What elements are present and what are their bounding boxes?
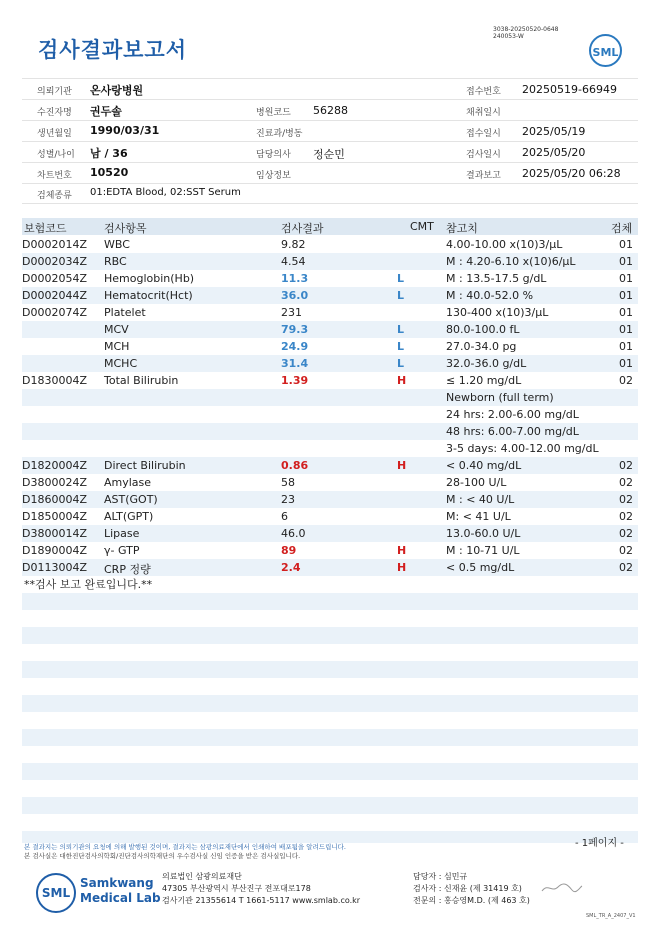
- table-row: [22, 355, 638, 372]
- cell-specimen: 02: [619, 493, 633, 506]
- cell-specimen: 01: [619, 272, 633, 285]
- cell-code: D0002044Z: [22, 289, 87, 302]
- table-row: [22, 423, 638, 440]
- document-id-line-1: 3038-20250520-0648: [493, 26, 559, 33]
- document-id: [493, 26, 558, 40]
- document-id-line-2: 240053-W: [493, 33, 524, 40]
- cell-flag: H: [397, 374, 407, 387]
- collect-date-label: 채취일시: [466, 108, 501, 118]
- cell-code: D0113004Z: [22, 561, 87, 574]
- divider: [22, 203, 638, 204]
- report-date-label: 결과보고: [466, 171, 501, 181]
- table-row: [22, 508, 638, 525]
- cell-flag: L: [397, 357, 405, 370]
- cell-reference: 80.0-100.0 fL: [446, 323, 520, 336]
- receipt-no-value: 20250519-66949: [522, 83, 617, 96]
- cell-specimen: 01: [619, 357, 633, 370]
- receipt-date-label: 접수일시: [466, 129, 501, 139]
- test-date-label: 검사일시: [466, 150, 501, 160]
- specimen-label: 검체종류: [37, 191, 72, 201]
- cell-test-name: CRP 정량: [104, 563, 151, 576]
- lab-contact-line: 검사기관 21355614 T 1661-5117 www.smlab.co.kr: [162, 896, 361, 905]
- table-row: [22, 304, 638, 321]
- divider: [22, 183, 638, 184]
- empty-row: [22, 627, 638, 644]
- sex-age-label: 성별/나이: [37, 150, 75, 160]
- cell-result: 11.3: [281, 272, 309, 285]
- cell-specimen: 01: [619, 323, 633, 336]
- cell-test-name: Platelet: [104, 306, 146, 319]
- cell-reference: 32.0-36.0 g/dL: [446, 357, 527, 370]
- cell-test-name: Lipase: [104, 527, 140, 540]
- lab-name-line-2: Medical Lab: [80, 891, 161, 905]
- cell-test-name: MCH: [104, 340, 130, 353]
- dept-label: 진료과/병동: [256, 129, 303, 139]
- cell-flag: L: [397, 340, 405, 353]
- cell-test-name: Hematocrit(Hct): [104, 289, 193, 302]
- doctor-label: 담당의사: [256, 150, 291, 160]
- cell-code: D0002074Z: [22, 306, 87, 319]
- table-row: [22, 525, 638, 542]
- cell-reference: 24 hrs: 2.00-6.00 mg/dL: [446, 408, 579, 421]
- cell-flag: H: [397, 459, 407, 472]
- col-header-cmt: CMT: [410, 220, 434, 233]
- cell-flag: L: [397, 323, 405, 336]
- cell-test-name: RBC: [104, 255, 127, 268]
- cell-test-name: Direct Bilirubin: [104, 459, 186, 472]
- table-row: [22, 559, 638, 576]
- cell-reference: 13.0-60.0 U/L: [446, 527, 521, 540]
- cell-reference: M : < 40 U/L: [446, 493, 515, 506]
- table-row: [22, 270, 638, 287]
- cell-result: 58: [281, 476, 295, 489]
- cell-result: 2.4: [281, 561, 301, 574]
- table-row: [22, 236, 638, 253]
- hospital-label: 의뢰기관: [37, 87, 72, 97]
- table-row: [22, 457, 638, 474]
- cell-code: D0002054Z: [22, 272, 87, 285]
- cell-code: D1850004Z: [22, 510, 87, 523]
- cell-result: 6: [281, 510, 288, 523]
- cell-reference: Newborn (full term): [446, 391, 554, 404]
- col-header-spec: 검체: [611, 222, 633, 235]
- cell-result: 46.0: [281, 527, 306, 540]
- cell-reference: ≤ 1.20 mg/dL: [446, 374, 522, 387]
- cell-test-name: WBC: [104, 238, 130, 251]
- chart-no-value: 10520: [90, 166, 129, 179]
- name-label: 수진자명: [37, 108, 72, 118]
- empty-row: [22, 729, 638, 746]
- cell-code: D1830004Z: [22, 374, 87, 387]
- cell-result: 31.4: [281, 357, 309, 370]
- table-row: [22, 287, 638, 304]
- cell-code: D1890004Z: [22, 544, 87, 557]
- table-row: [22, 372, 638, 389]
- cell-code: D0002014Z: [22, 238, 87, 251]
- cell-reference: 27.0-34.0 pg: [446, 340, 517, 353]
- cell-code: D3800024Z: [22, 476, 87, 489]
- empty-row: [22, 695, 638, 712]
- cell-test-name: ALT(GPT): [104, 510, 154, 523]
- cell-reference: M : 13.5-17.5 g/dL: [446, 272, 547, 285]
- cell-specimen: 01: [619, 289, 633, 302]
- empty-row: [22, 661, 638, 678]
- cell-result: 36.0: [281, 289, 309, 302]
- cell-specimen: 01: [619, 238, 633, 251]
- divider: [22, 162, 638, 163]
- lab-staff: [413, 871, 530, 907]
- hospital-code-value: 56288: [313, 104, 348, 117]
- staff-specialist: 전문의 : 홍승영M.D. (제 463 호): [413, 896, 530, 905]
- cell-reference: M : 40.0-52.0 %: [446, 289, 534, 302]
- empty-row: [22, 797, 638, 814]
- cell-specimen: 02: [619, 476, 633, 489]
- cell-specimen: 02: [619, 544, 633, 557]
- cell-specimen: 01: [619, 340, 633, 353]
- receipt-date-value: 2025/05/19: [522, 125, 586, 138]
- cell-specimen: 01: [619, 255, 633, 268]
- cell-result: 231: [281, 306, 302, 319]
- form-code: SML_TR_A_2407_V1: [586, 913, 636, 919]
- cell-result: 89: [281, 544, 297, 557]
- cell-specimen: 02: [619, 374, 633, 387]
- cell-reference: 48 hrs: 6.00-7.00 mg/dL: [446, 425, 579, 438]
- cell-code: D1820004Z: [22, 459, 87, 472]
- footer-notice-2: 본 검사실은 대한진단검사의학회/진단검사의학재단의 우수검사실 신임 인증을 받은 검사실입니다.: [24, 852, 301, 860]
- col-header-name: 검사항목: [104, 222, 147, 235]
- report-date-value: 2025/05/20 06:28: [522, 167, 621, 180]
- cell-reference: M : 4.20-6.10 x(10)6/μL: [446, 255, 576, 268]
- col-header-result: 검사결과: [281, 222, 324, 235]
- specimen-value: 01:EDTA Blood, 02:SST Serum: [90, 187, 241, 198]
- lab-logo: SML: [36, 873, 76, 913]
- receipt-no-label: 접수번호: [466, 87, 501, 97]
- cell-code: D0002034Z: [22, 255, 87, 268]
- cell-reference: 130-400 x(10)3/μL: [446, 306, 549, 319]
- table-row: [22, 389, 638, 406]
- table-row: [22, 440, 638, 457]
- cell-test-name: AST(GOT): [104, 493, 158, 506]
- dob-label: 생년월일: [37, 129, 72, 139]
- sml-logo: SML: [589, 34, 622, 67]
- cell-result: 4.54: [281, 255, 306, 268]
- table-row: [22, 338, 638, 355]
- empty-row: [22, 593, 638, 610]
- table-row: [22, 474, 638, 491]
- name-value: 권두솔: [90, 105, 122, 118]
- cell-reference: 3-5 days: 4.00-12.00 mg/dL: [446, 442, 599, 455]
- lab-address: [162, 871, 360, 907]
- page-title: 검사결과보고서: [38, 38, 188, 62]
- footer-notice-1: 본 결과지는 의뢰기관의 요청에 의해 발행된 것이며, 결과지는 삼광의료재단에서 인쇄하여 배포됨을 알려드립니다.: [24, 843, 346, 851]
- cell-flag: H: [397, 544, 407, 557]
- signature: [540, 880, 584, 894]
- empty-row: [22, 763, 638, 780]
- cell-reference: < 0.5 mg/dL: [446, 561, 515, 574]
- cell-specimen: 02: [619, 527, 633, 540]
- lab-name: [80, 876, 161, 906]
- divider: [22, 141, 638, 142]
- staff-manager: 담당자 : 심민규: [413, 872, 468, 881]
- cell-result: 1.39: [281, 374, 309, 387]
- chart-no-label: 차트번호: [37, 171, 72, 181]
- cell-flag: L: [397, 289, 405, 302]
- cell-result: 23: [281, 493, 295, 506]
- table-row: [22, 253, 638, 270]
- cell-test-name: MCV: [104, 323, 129, 336]
- hospital-code-label: 병원코드: [256, 108, 291, 118]
- cell-specimen: 02: [619, 561, 633, 574]
- cell-reference: 28-100 U/L: [446, 476, 507, 489]
- table-row: [22, 491, 638, 508]
- cell-reference: < 0.40 mg/dL: [446, 459, 522, 472]
- hospital-value: 온사랑병원: [90, 84, 144, 97]
- lab-org-name: 의료법인 삼광의료재단: [162, 872, 242, 881]
- cell-result: 0.86: [281, 459, 309, 472]
- cell-test-name: Total Bilirubin: [104, 374, 179, 387]
- sex-age-value: 남 / 36: [90, 147, 128, 160]
- staff-tester: 검사자 : 신재윤 (제 31419 호): [413, 884, 522, 893]
- cell-specimen: 02: [619, 459, 633, 472]
- divider: [22, 78, 638, 79]
- table-row: [22, 406, 638, 423]
- divider: [22, 99, 638, 100]
- cell-test-name: MCHC: [104, 357, 138, 370]
- cell-flag: H: [397, 561, 407, 574]
- cell-reference: M: < 41 U/L: [446, 510, 511, 523]
- test-date-value: 2025/05/20: [522, 146, 586, 159]
- cell-result: 24.9: [281, 340, 309, 353]
- report-complete-note: **검사 보고 완료입니다.**: [24, 578, 153, 591]
- cell-flag: L: [397, 272, 405, 285]
- lab-address-line: 47305 부산광역시 부산진구 전포대로178: [162, 884, 311, 893]
- col-header-code: 보험코드: [24, 222, 67, 235]
- doctor-value: 정순민: [313, 148, 345, 161]
- cell-result: 79.3: [281, 323, 309, 336]
- lab-name-line-1: Samkwang: [80, 876, 154, 890]
- signature-scribble: [540, 881, 584, 895]
- cell-test-name: γ- GTP: [104, 544, 140, 557]
- cell-specimen: 01: [619, 306, 633, 319]
- cell-specimen: 02: [619, 510, 633, 523]
- cell-result: 9.82: [281, 238, 306, 251]
- cell-code: D3800014Z: [22, 527, 87, 540]
- dob-value: 1990/03/31: [90, 124, 160, 137]
- col-header-ref: 참고치: [446, 222, 478, 235]
- page-number: - 1페이지 -: [575, 838, 624, 849]
- cell-reference: 4.00-10.00 x(10)3/μL: [446, 238, 563, 251]
- cell-test-name: Hemoglobin(Hb): [104, 272, 195, 285]
- table-row: [22, 321, 638, 338]
- table-row: [22, 542, 638, 559]
- clinical-label: 임상정보: [256, 171, 291, 181]
- divider: [22, 120, 638, 121]
- cell-code: D1860004Z: [22, 493, 87, 506]
- cell-test-name: Amylase: [104, 476, 152, 489]
- cell-reference: M : 10-71 U/L: [446, 544, 520, 557]
